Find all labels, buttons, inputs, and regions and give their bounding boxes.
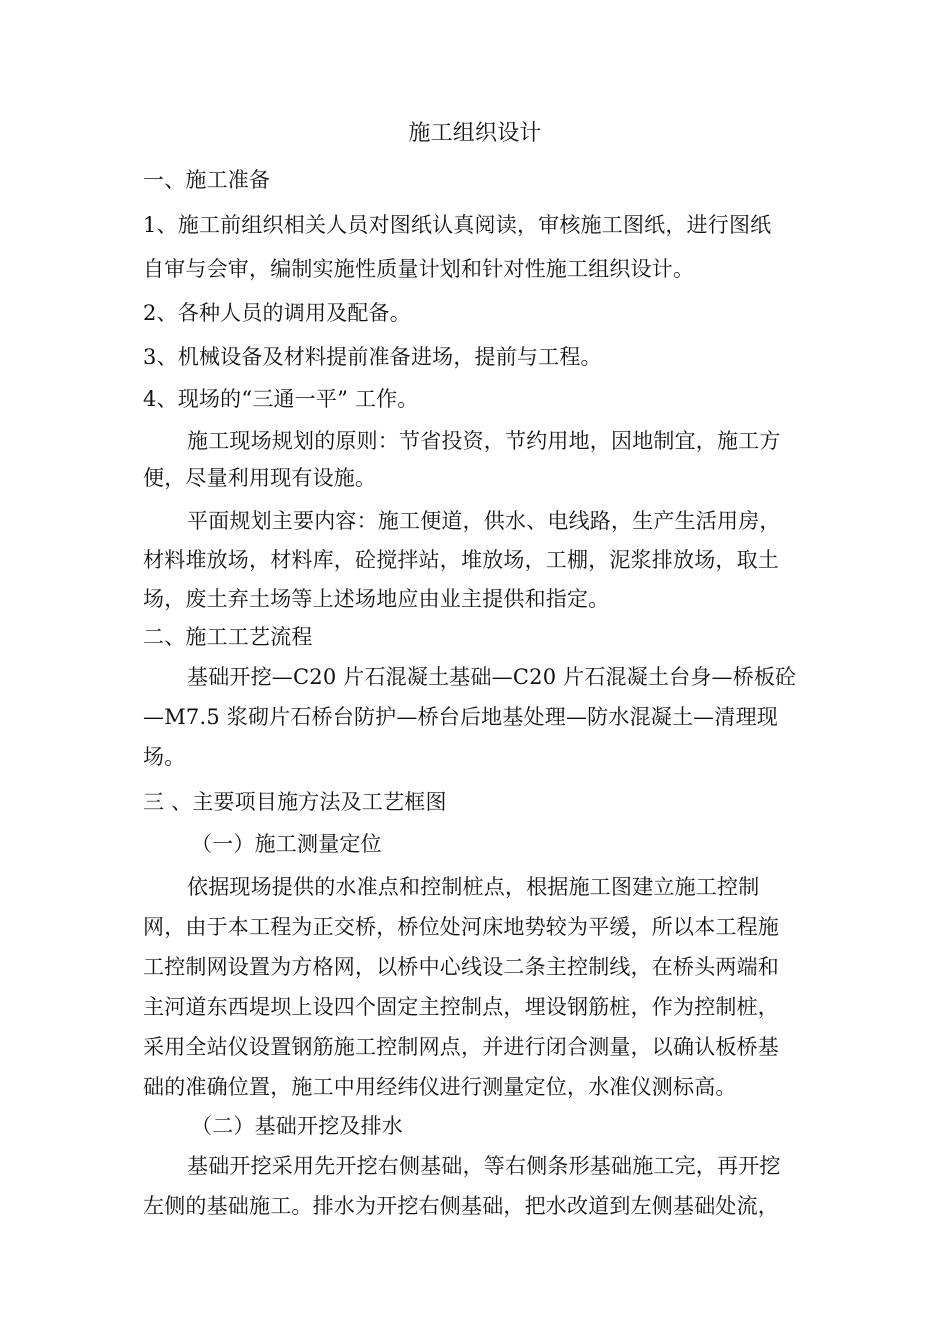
paragraph-line: 材料堆放场，材料库，砼搅拌站，堆放场，工棚，泥浆排放场，取土 — [143, 548, 779, 572]
paragraph-line: 4、现场的“三通一平” 工作。 — [143, 387, 419, 411]
paragraph-line: —M7.5 浆砌片石桥台防护—桥台后地基处理—防水混凝土—清理现 — [143, 705, 778, 729]
paragraph-line: 基础开挖—C20 片石混凝土基础—C20 片石混凝土台身—桥板砼 — [187, 665, 797, 689]
paragraph-line: 场。 — [143, 745, 186, 769]
subsection-heading: （一）施工测量定位 — [191, 832, 382, 856]
paragraph-line: 基础开挖采用先开挖右侧基础，等右侧条形基础施工完，再开挖 — [187, 1154, 781, 1178]
paragraph-line: 自审与会审，编制实施性质量计划和针对性施工组织设计。 — [143, 257, 695, 281]
paragraph-line: 便，尽量利用现有设施。 — [143, 466, 377, 490]
paragraph-line: 1、施工前组织相关人员对图纸认真阅读，审核施工图纸，进行图纸 — [143, 213, 772, 237]
section-heading: 三 、主要项目施方法及工艺框图 — [143, 790, 447, 814]
paragraph-line: 场，废土弃土场等上述场地应由业主提供和指定。 — [143, 587, 610, 611]
paragraph-line: 主河道东西堤坝上设四个固定主控制点，埋设钢筋桩，作为控制桩， — [143, 995, 779, 1019]
paragraph-line: 依据现场提供的水准点和控制桩点，根据施工图建立施工控制 — [187, 875, 760, 899]
paragraph-line: 平面规划主要内容：施工便道，供水、电线路，生产生活用房， — [187, 509, 781, 533]
paragraph-line: 左侧的基础施工。排水为开挖右侧基础，把水改道到左侧基础处流， — [143, 1194, 779, 1218]
paragraph-line: 2、各种人员的调用及配备。 — [143, 301, 411, 325]
paragraph-line: 网，由于本工程为正交桥，桥位处河床地势较为平缓，所以本工程施 — [143, 915, 779, 939]
paragraph-line: 采用全站仪设置钢筋施工控制网点，并进行闭合测量，以确认板桥基 — [143, 1035, 779, 1059]
paragraph-line: 3、机械设备及材料提前准备进场，提前与工程。 — [143, 345, 602, 369]
subsection-heading: （二）基础开挖及排水 — [191, 1114, 403, 1138]
paragraph-line: 工控制网设置为方格网，以桥中心线设二条主控制线，在桥头两端和 — [143, 955, 779, 979]
section-heading: 二、施工工艺流程 — [143, 625, 313, 649]
section-heading: 一、施工准备 — [143, 168, 271, 192]
paragraph-line: 施工现场规划的原则：节省投资，节约用地，因地制宜，施工方 — [187, 429, 781, 453]
paragraph-line: 础的准确位置，施工中用经纬仪进行测量定位，水准仪测标高。 — [143, 1075, 737, 1099]
document-title: 施工组织设计 — [408, 121, 542, 146]
